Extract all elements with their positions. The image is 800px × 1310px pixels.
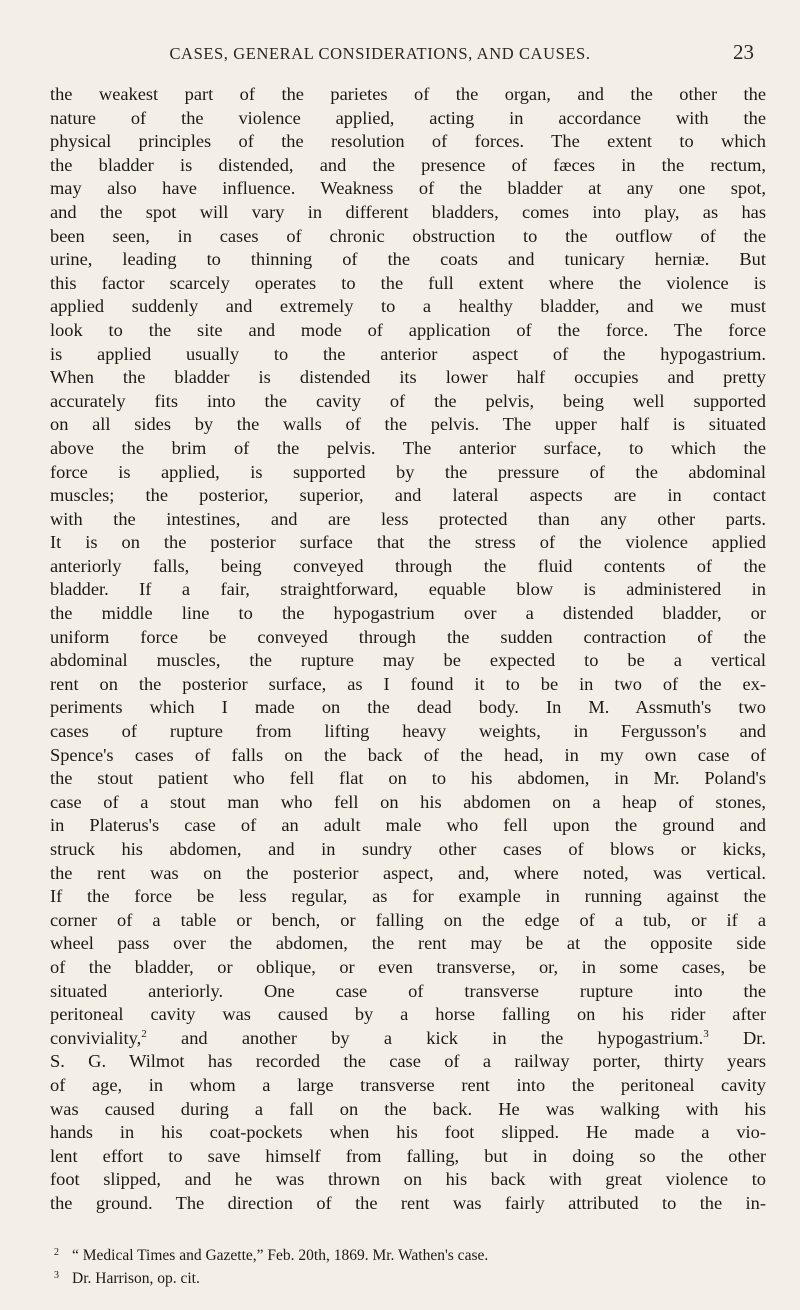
text-line: the bladder is distended, and the presence of fæces in the rectum, bbox=[50, 154, 766, 175]
text-line: of age, in whom a large transverse rent into the peritoneal cavity bbox=[50, 1074, 766, 1095]
footnote-text: Dr. Harrison, op. cit. bbox=[72, 1269, 200, 1287]
text-line: of the bladder, or oblique, or even transverse, or, in some cases, be bbox=[50, 956, 766, 977]
footnote-mark: 3 bbox=[54, 1269, 59, 1281]
footnote bbox=[54, 1266, 754, 1289]
text-segment: and another by a kick in the hypogastrium. bbox=[181, 1027, 704, 1048]
text-line: abdominal muscles, the rupture may be expected to be a vertical bbox=[50, 650, 766, 671]
text-line: foot slipped, and he was thrown on his back with great violence to bbox=[50, 1169, 766, 1190]
text-line: was caused during a fall on the back. He was walking with his bbox=[50, 1098, 766, 1119]
text-line: been seen, in cases of chronic obstruction to the outflow of the bbox=[50, 225, 766, 246]
text-line: hands in his coat-pockets when his foot slipped. He made a vio- bbox=[50, 1122, 766, 1143]
text-line: the middle line to the hypogastrium over a distended bladder, or bbox=[50, 603, 766, 624]
text-line: struck his abdomen, and in sundry other cases of blows or kicks, bbox=[50, 839, 766, 859]
text-line: wheel pass over the abdomen, the rent may be at the opposite side bbox=[50, 933, 766, 954]
text-line: on all sides by the walls of the pelvis. The upper half is situated bbox=[50, 414, 766, 435]
page-number: 23 bbox=[733, 40, 754, 64]
text-line: look to the site and mode of application of the force. The force bbox=[50, 319, 766, 340]
footnotes bbox=[54, 1243, 754, 1288]
text-line: Spence's cases of falls on the back of the head, in my own case of bbox=[50, 744, 766, 765]
text-line: case of a stout man who fell on his abdomen on a heap of stones, bbox=[50, 791, 766, 812]
text-line: the rent was on the posterior aspect, and, where noted, was vertical. bbox=[50, 862, 766, 883]
text-line: uniform force be conveyed through the sudden contraction of the bbox=[50, 626, 766, 647]
running-head: CASES, GENERAL CONSIDERATIONS, AND CAUSES. bbox=[169, 44, 591, 63]
text-line: If the force be less regular, as for example in running against the bbox=[50, 886, 766, 907]
text-line: nature of the violence applied, acting in accordance with the bbox=[50, 107, 766, 128]
text-line: corner of a table or bench, or falling on the edge of a tub, or if a bbox=[50, 909, 766, 930]
footnote-text: “ Medical Times and Gazette,” Feb. 20th, 1869. Mr. Wathen's case. bbox=[72, 1247, 489, 1264]
text-line: the stout patient who fell flat on to his abdomen, in Mr. Poland's bbox=[50, 768, 766, 789]
text-segment: Dr. bbox=[743, 1027, 766, 1048]
text-line: peritoneal cavity was caused by a horse falling on his rider after bbox=[50, 1004, 766, 1025]
text-line: accurately fits into the cavity of the pelvis, being well supported bbox=[50, 390, 766, 411]
text-line: It is on the posterior surface that the stress of the violence applied bbox=[50, 532, 766, 553]
footnote-ref: 3 bbox=[703, 1027, 709, 1040]
text-line: above the brim of the pelvis. The anterior surface, to which the bbox=[50, 437, 766, 458]
text-line: in Platerus's case of an adult male who fell upon the ground and bbox=[50, 815, 766, 836]
text-line: situated anteriorly. One case of transverse rupture into the bbox=[50, 980, 766, 1001]
footnote-mark: 2 bbox=[54, 1247, 59, 1258]
text-line: may also have influence. Weakness of the bladder at any one spot, bbox=[50, 178, 766, 199]
body-text bbox=[50, 83, 766, 1216]
text-line: is applied usually to the anterior aspect of the hypogastrium. bbox=[50, 343, 766, 364]
text-line-with-refs bbox=[50, 1027, 766, 1051]
text-line: force is applied, is supported by the pressure of the abdominal bbox=[50, 461, 766, 482]
text-segment: conviviality, bbox=[50, 1027, 142, 1048]
text-line: bladder. If a fair, straightforward, equable blow is administered in bbox=[50, 579, 766, 600]
text-line: cases of rupture from lifting heavy weights, in Fergusson's and bbox=[50, 721, 766, 742]
text-line: urine, leading to thinning of the coats and tunicary herniæ. But bbox=[50, 249, 766, 270]
footnote-ref: 2 bbox=[141, 1027, 147, 1040]
text-line: applied suddenly and extremely to a healthy bladder, and we must bbox=[50, 296, 766, 317]
text-line: lent effort to save himself from falling, but in doing so the other bbox=[50, 1145, 766, 1166]
text-line: the ground. The direction of the rent was fairly attributed to the in- bbox=[50, 1192, 766, 1213]
text-line: this factor scarcely operates to the full extent where the violence is bbox=[50, 272, 766, 293]
text-line: and the spot will vary in different bladders, comes into play, as has bbox=[50, 201, 766, 222]
text-line: S. G. Wilmot has recorded the case of a railway porter, thirty years bbox=[50, 1051, 766, 1072]
text-line: the weakest part of the parietes of the organ, and the other the bbox=[50, 84, 766, 104]
text-line: When the bladder is distended its lower half occupies and pretty bbox=[50, 367, 766, 388]
footnote bbox=[54, 1243, 754, 1266]
text-line: rent on the posterior surface, as I found it to be in two of the ex- bbox=[50, 673, 766, 694]
text-line: anteriorly falls, being conveyed through the fluid contents of the bbox=[50, 555, 766, 576]
text-line: periments which I made on the dead body. In M. Assmuth's two bbox=[50, 697, 766, 718]
text-line: with the intestines, and are less protected than any other parts. bbox=[50, 508, 766, 529]
text-line: physical principles of the resolution of forces. The extent to which bbox=[50, 131, 766, 152]
text-line: muscles; the posterior, superior, and lateral aspects are in contact bbox=[50, 485, 766, 506]
